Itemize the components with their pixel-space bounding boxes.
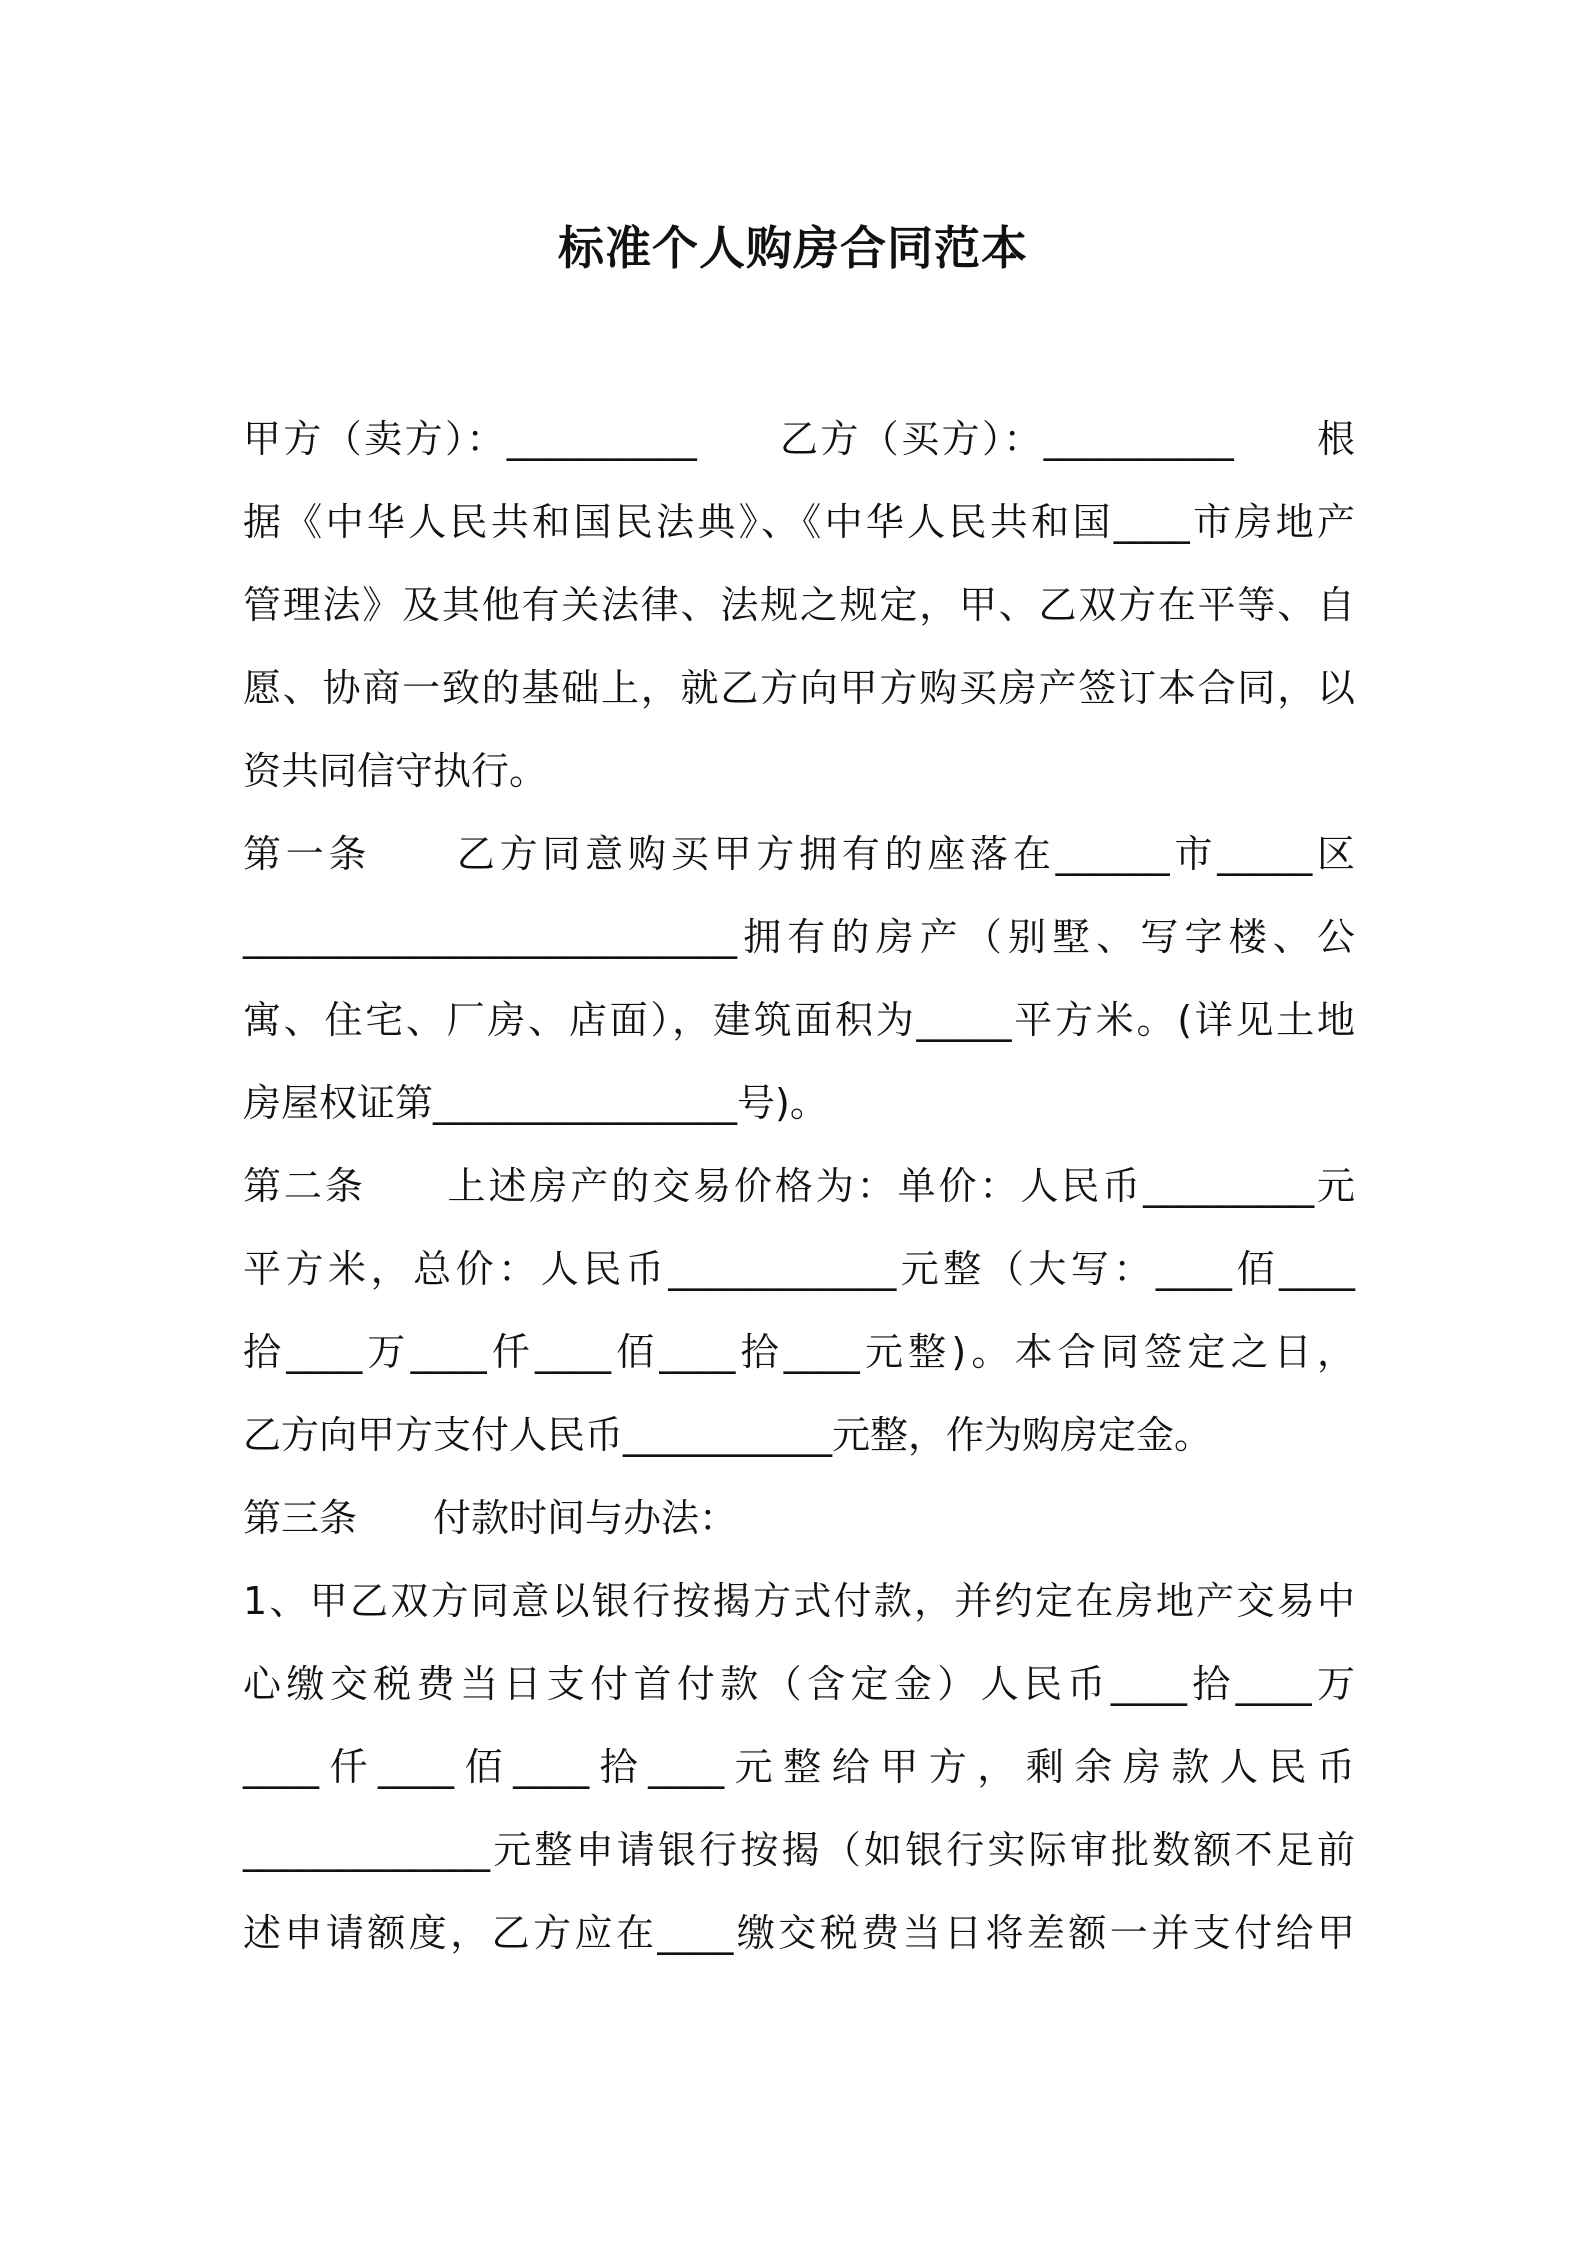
paragraph-line: 述申请额度，乙方应在____缴交税费当日将差额一并支付给甲 [243, 1911, 1355, 1955]
document-title: 标准个人购房合同范本 [558, 221, 1028, 275]
paragraph-line: 管理法》及其他有关法律、法规之规定，甲、乙双方在平等、自 [243, 583, 1355, 627]
article-2-heading-line: 第二条 上述房产的交易价格为：单价：人民币_________元 [243, 1164, 1355, 1208]
paragraph-line: 心缴交税费当日支付首付款（含定金）人民币____拾____万 [243, 1662, 1355, 1706]
article-1-heading-line: 第一条 乙方同意购买甲方拥有的座落在______市_____区 [243, 832, 1355, 876]
paragraph-line: 1、甲乙双方同意以银行按揭方式付款，并约定在房地产交易中 [243, 1579, 1355, 1623]
paragraph-line: 房屋权证第________________号)。 [243, 1081, 828, 1125]
paragraph-line: ____仟____佰____拾____元整给甲方，剩余房款人民币 [243, 1745, 1355, 1789]
paragraph-line: __________________________拥有的房产（别墅、写字楼、公 [243, 915, 1355, 959]
paragraph-line: 寓、住宅、厂房、店面），建筑面积为_____平方米。(详见土地 [243, 998, 1355, 1042]
paragraph-line: 资共同信守执行。 [243, 749, 548, 793]
paragraph-line: _____________元整申请银行按揭（如银行实际审批数额不足前 [243, 1828, 1355, 1872]
article-3-heading-line: 第三条 付款时间与办法： [243, 1496, 738, 1540]
paragraph-line: 平方米，总价：人民币____________元整（大写：____佰____ [243, 1247, 1355, 1291]
paragraph-line: 愿、协商一致的基础上，就乙方向甲方购买房产签订本合同，以 [243, 666, 1355, 710]
paragraph-line: 甲方（卖方）：__________ 乙方（买方）：__________ 根 [243, 417, 1355, 461]
paragraph-line: 拾____万____仟____佰____拾____元整)。本合同签定之日， [243, 1330, 1355, 1374]
paragraph-line: 据《中华人民共和国民法典》、《中华人民共和国____市房地产 [243, 500, 1355, 544]
paragraph-line: 乙方向甲方支付人民币___________元整，作为购房定金。 [243, 1413, 1213, 1457]
